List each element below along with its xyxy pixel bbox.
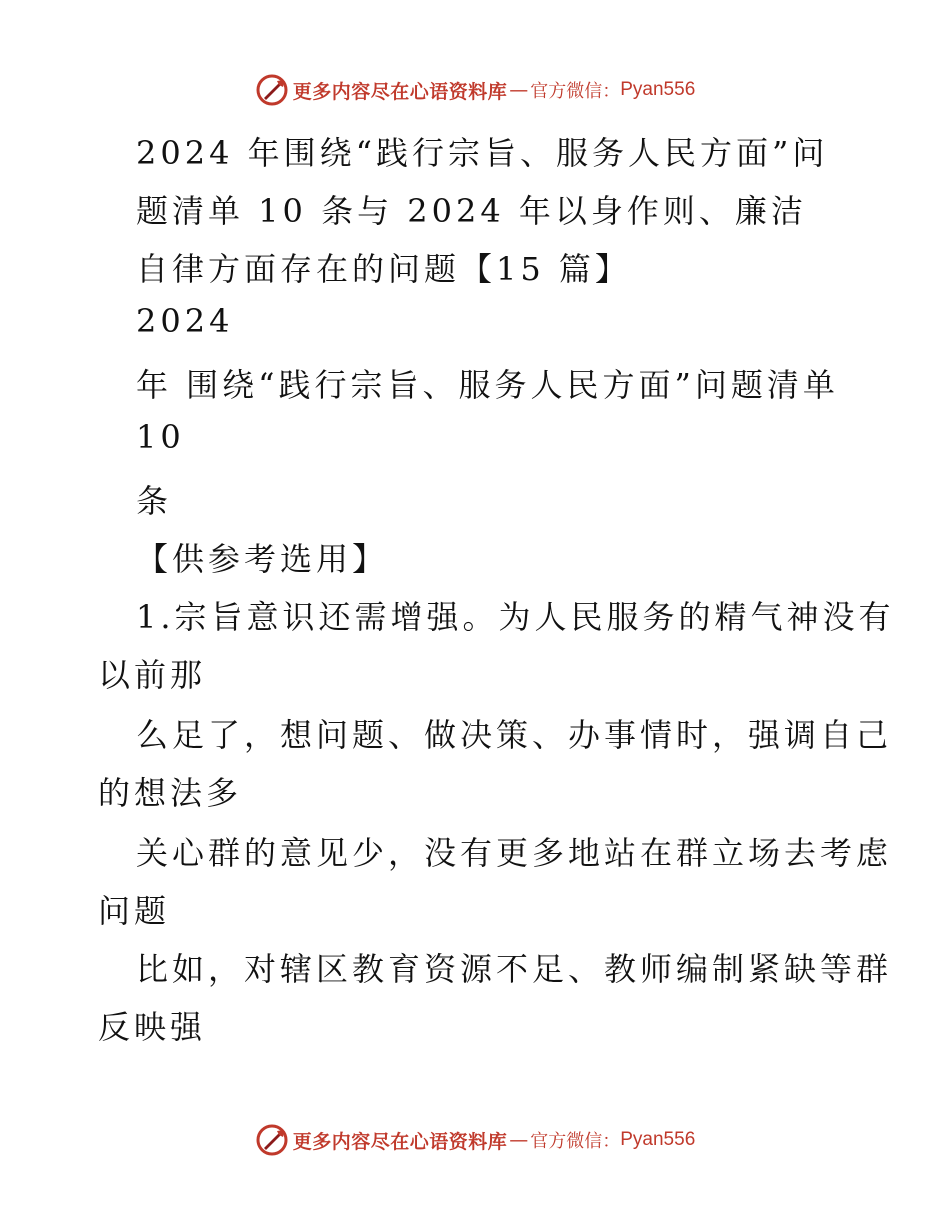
paragraph-line: 10 bbox=[136, 418, 185, 456]
paragraph-line: 关心群的意见少，没有更多地站在群立场去考虑 bbox=[136, 834, 893, 872]
watermark-separator: — bbox=[509, 1129, 529, 1151]
watermark-wechat-id: Pyan556 bbox=[620, 79, 696, 100]
paragraph-line: 问题 bbox=[98, 892, 171, 930]
paragraph-line: 2024 bbox=[136, 302, 234, 340]
paragraph-line: 比如，对辖区教育资源不足、教师编制紧缺等群 bbox=[136, 950, 893, 988]
watermark-wechat-label: 官方微信： bbox=[530, 1131, 621, 1152]
paragraph-line: 以前那 bbox=[98, 656, 207, 694]
watermark-banner-bottom bbox=[0, 1120, 950, 1160]
watermark-text: 更多内容尽在心语资料库 bbox=[292, 80, 508, 103]
watermark-banner-top bbox=[0, 70, 950, 110]
feather-pen-logo-icon bbox=[255, 1123, 289, 1157]
watermark-wechat-label: 官方微信： bbox=[530, 81, 621, 102]
watermark-wechat-id: Pyan556 bbox=[620, 1129, 696, 1150]
watermark-text: 更多内容尽在心语资料库 bbox=[292, 1130, 508, 1153]
paragraph-line: 么足了，想问题、做决策、办事情时，强调自己 bbox=[136, 716, 893, 754]
feather-pen-logo-icon bbox=[255, 73, 289, 107]
title-line-3: 自律方面存在的问题【15 篇】 bbox=[136, 250, 631, 288]
paragraph-line: 的想法多 bbox=[98, 774, 243, 812]
paragraph-line: 【供参考选用】 bbox=[136, 540, 389, 578]
watermark-separator: — bbox=[509, 79, 529, 101]
paragraph-line: 反映强 bbox=[98, 1008, 207, 1046]
title-line-1: 2024 年围绕“践行宗旨、服务人民方面”问 bbox=[136, 134, 829, 172]
paragraph-line: 1.宗旨意识还需增强。为人民服务的精气神没有 bbox=[136, 598, 895, 636]
paragraph-line: 年 围绕“践行宗旨、服务人民方面”问题清单 bbox=[136, 366, 839, 404]
paragraph-line: 条 bbox=[136, 482, 173, 520]
title-line-2: 题清单 10 条与 2024 年以身作则、廉洁 bbox=[136, 192, 807, 230]
